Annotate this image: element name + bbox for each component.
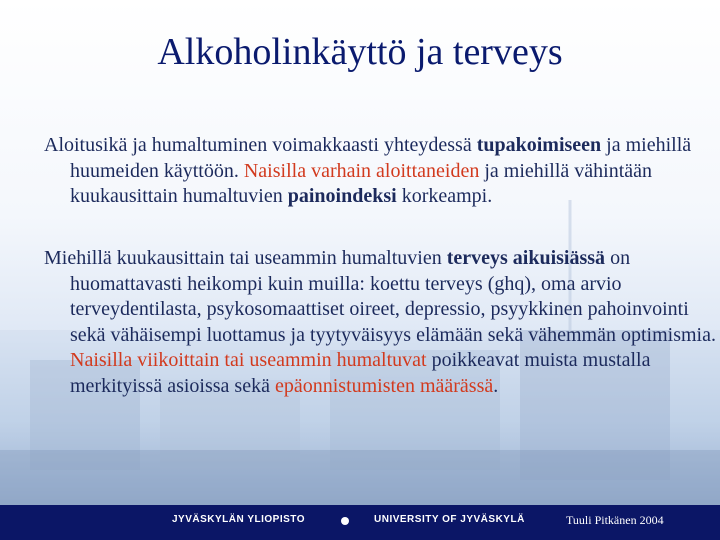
- text-run: tyytyväisyys: [309, 323, 412, 346]
- footer-university-en: UNIVERSITY OF JYVÄSKYLÄ: [374, 514, 525, 525]
- text-run: ja miehillä vähintään kuukausittain humaltuvien: [70, 159, 653, 207]
- text-run: Naisilla varhain aloittaneiden: [243, 159, 480, 182]
- text-run: painoindeksi: [287, 185, 397, 207]
- footer-author: Tuuli Pitkänen 2004: [566, 513, 664, 527]
- footer-bar: [0, 505, 720, 540]
- text-run: Miehillä kuukausittain tai useammin humaltuvien: [44, 247, 447, 269]
- text-run: miehillä huumeiden käyttöön.: [70, 134, 692, 182]
- text-run: sekä vähäisempi luottamus ja: [70, 323, 310, 346]
- text-run: Naisilla viikoittain tai useammin humaltuvat: [70, 349, 427, 371]
- text-run: .: [493, 374, 499, 397]
- footer-university-fi: JYVÄSKYLÄN YLIOPISTO: [172, 514, 305, 525]
- paragraph-1: [44, 133, 720, 210]
- text-run: elämään sekä vähemmän optimismia.: [411, 323, 716, 346]
- footer-separator-dot: [341, 517, 349, 525]
- text-run: Aloitusikä ja humaltuminen voimakkaasti yhteydessä: [44, 134, 477, 156]
- text-run: korkeampi.: [396, 185, 493, 207]
- paragraph-2: [44, 246, 720, 399]
- text-run: terveys aikuisiässä: [446, 247, 606, 269]
- text-run: ja: [601, 134, 626, 156]
- slide-title: Alkoholinkäyttö ja terveys: [157, 31, 563, 73]
- text-run: poikkeavat muista mustalla merkityissä asioissa sekä: [70, 349, 651, 397]
- text-run: psykosomaattiset oireet, depressio, psyykkinen pahoinvointi: [206, 298, 689, 320]
- text-run: on huomattavasti heikompi kuin muilla: koettu terveys (ghq), oma arvio terveydentilasta,: [70, 247, 631, 320]
- text-run: tupakoimiseen: [476, 134, 602, 156]
- text-run: epäonnistumisten määrässä: [274, 374, 494, 397]
